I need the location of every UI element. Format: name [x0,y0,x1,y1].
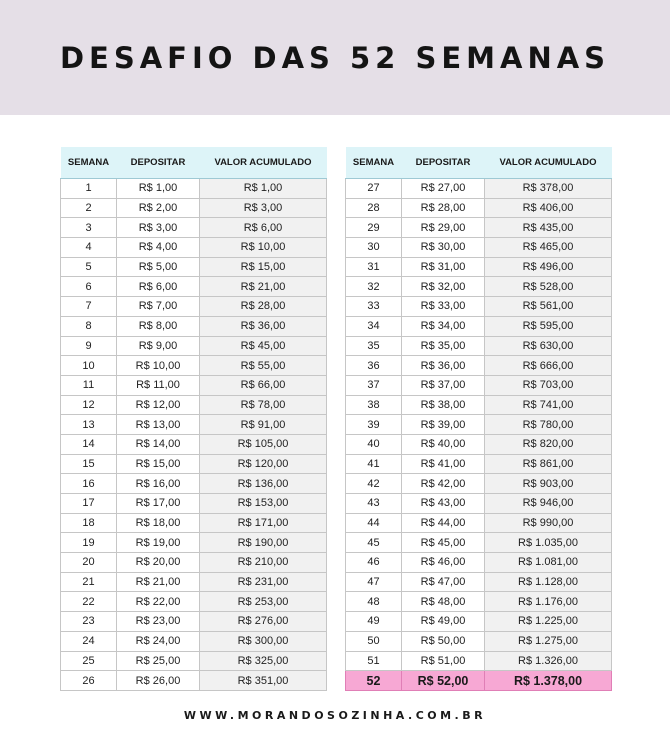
week-number-cell: 52 [346,671,402,691]
deposit-cell: R$ 31,00 [402,257,485,277]
table-row [346,198,612,218]
week-number-cell: 24 [61,631,117,651]
accumulated-cell: R$ 903,00 [485,474,612,494]
table-row [61,198,327,218]
week-number-cell: 15 [61,454,117,474]
deposit-cell: R$ 16,00 [117,474,200,494]
table-row [346,474,612,494]
deposit-cell: R$ 38,00 [402,395,485,415]
deposit-cell: R$ 23,00 [117,612,200,632]
deposit-cell: R$ 33,00 [402,297,485,317]
week-number-cell: 38 [346,395,402,415]
table-row [61,336,327,356]
table-row [61,316,327,336]
deposit-cell: R$ 44,00 [402,513,485,533]
deposit-cell: R$ 51,00 [402,651,485,671]
week-number-cell: 27 [346,179,402,199]
weeks-table-27-52 [345,147,612,691]
deposit-cell: R$ 30,00 [402,238,485,258]
accumulated-cell: R$ 66,00 [200,375,327,395]
deposit-cell: R$ 8,00 [117,316,200,336]
table-row [346,179,612,199]
accumulated-cell: R$ 1.275,00 [485,631,612,651]
table-row [346,631,612,651]
week-number-cell: 10 [61,356,117,376]
accumulated-cell: R$ 6,00 [200,218,327,238]
table-row [346,297,612,317]
weeks-table-1-26 [60,147,327,691]
deposit-cell: R$ 52,00 [402,671,485,691]
accumulated-cell: R$ 1.035,00 [485,533,612,553]
week-number-cell: 20 [61,553,117,573]
deposit-cell: R$ 35,00 [402,336,485,356]
deposit-cell: R$ 11,00 [117,375,200,395]
accumulated-cell: R$ 253,00 [200,592,327,612]
table-row [61,277,327,297]
table-row [346,356,612,376]
deposit-cell: R$ 28,00 [402,198,485,218]
week-number-cell: 33 [346,297,402,317]
accumulated-cell: R$ 171,00 [200,513,327,533]
accumulated-cell: R$ 1.225,00 [485,612,612,632]
table-row [61,553,327,573]
table-row [346,218,612,238]
accumulated-cell: R$ 15,00 [200,257,327,277]
week-number-cell: 29 [346,218,402,238]
week-number-cell: 42 [346,474,402,494]
table-row [61,533,327,553]
table-row [61,434,327,454]
deposit-cell: R$ 26,00 [117,671,200,691]
week-number-cell: 48 [346,592,402,612]
table-row [346,336,612,356]
table-row [61,454,327,474]
header-semana: SEMANA [346,147,402,179]
header-row [61,147,327,179]
accumulated-cell: R$ 820,00 [485,434,612,454]
accumulated-cell: R$ 36,00 [200,316,327,336]
deposit-cell: R$ 7,00 [117,297,200,317]
week-number-cell: 39 [346,415,402,435]
deposit-cell: R$ 14,00 [117,434,200,454]
week-number-cell: 30 [346,238,402,258]
deposit-cell: R$ 4,00 [117,238,200,258]
deposit-cell: R$ 24,00 [117,631,200,651]
table-row [346,494,612,514]
deposit-cell: R$ 19,00 [117,533,200,553]
deposit-cell: R$ 25,00 [117,651,200,671]
week-number-cell: 11 [61,375,117,395]
accumulated-cell: R$ 435,00 [485,218,612,238]
deposit-cell: R$ 37,00 [402,375,485,395]
week-number-cell: 50 [346,631,402,651]
accumulated-cell: R$ 10,00 [200,238,327,258]
accumulated-cell: R$ 28,00 [200,297,327,317]
website-footer: WWW.MORANDOSOZINHA.COM.BR [183,709,487,722]
deposit-cell: R$ 49,00 [402,612,485,632]
table-row [61,415,327,435]
table-row [346,434,612,454]
title-banner [0,0,670,115]
table-row [346,553,612,573]
deposit-cell: R$ 9,00 [117,336,200,356]
accumulated-cell: R$ 231,00 [200,572,327,592]
week-number-cell: 1 [61,179,117,199]
header-valor-acumulado: VALOR ACUMULADO [200,147,327,179]
week-number-cell: 6 [61,277,117,297]
accumulated-cell: R$ 55,00 [200,356,327,376]
header-row [346,147,612,179]
accumulated-cell: R$ 276,00 [200,612,327,632]
table-row [346,257,612,277]
table-row [61,612,327,632]
deposit-cell: R$ 34,00 [402,316,485,336]
week-number-cell: 5 [61,257,117,277]
table-row [61,297,327,317]
week-number-cell: 45 [346,533,402,553]
table-row [61,592,327,612]
accumulated-cell: R$ 946,00 [485,494,612,514]
accumulated-cell: R$ 325,00 [200,651,327,671]
deposit-cell: R$ 43,00 [402,494,485,514]
week-number-cell: 51 [346,651,402,671]
week-number-cell: 25 [61,651,117,671]
week-number-cell: 36 [346,356,402,376]
deposit-cell: R$ 45,00 [402,533,485,553]
deposit-cell: R$ 41,00 [402,454,485,474]
table-row [61,238,327,258]
table-row [61,356,327,376]
table-row [346,316,612,336]
accumulated-cell: R$ 120,00 [200,454,327,474]
week-number-cell: 4 [61,238,117,258]
accumulated-cell: R$ 45,00 [200,336,327,356]
deposit-cell: R$ 3,00 [117,218,200,238]
accumulated-cell: R$ 1.378,00 [485,671,612,691]
accumulated-cell: R$ 190,00 [200,533,327,553]
header-valor-acumulado: VALOR ACUMULADO [485,147,612,179]
week-number-cell: 43 [346,494,402,514]
accumulated-cell: R$ 153,00 [200,494,327,514]
accumulated-cell: R$ 406,00 [485,198,612,218]
accumulated-cell: R$ 91,00 [200,415,327,435]
accumulated-cell: R$ 528,00 [485,277,612,297]
final-total-row [346,671,612,691]
deposit-cell: R$ 21,00 [117,572,200,592]
accumulated-cell: R$ 666,00 [485,356,612,376]
table-row [346,277,612,297]
week-number-cell: 3 [61,218,117,238]
page-title: DESAFIO DAS 52 SEMANAS [59,40,611,75]
accumulated-cell: R$ 703,00 [485,375,612,395]
week-number-cell: 7 [61,297,117,317]
accumulated-cell: R$ 780,00 [485,415,612,435]
header-depositar: DEPOSITAR [117,147,200,179]
week-number-cell: 19 [61,533,117,553]
table-row [61,671,327,691]
week-number-cell: 22 [61,592,117,612]
deposit-cell: R$ 32,00 [402,277,485,297]
week-number-cell: 28 [346,198,402,218]
deposit-cell: R$ 27,00 [402,179,485,199]
week-number-cell: 16 [61,474,117,494]
table-row [346,651,612,671]
week-number-cell: 31 [346,257,402,277]
week-number-cell: 14 [61,434,117,454]
accumulated-cell: R$ 300,00 [200,631,327,651]
table-row [346,415,612,435]
table-row [346,592,612,612]
table-row [61,494,327,514]
accumulated-cell: R$ 105,00 [200,434,327,454]
week-number-cell: 17 [61,494,117,514]
week-number-cell: 47 [346,572,402,592]
week-number-cell: 49 [346,612,402,632]
week-number-cell: 44 [346,513,402,533]
accumulated-cell: R$ 21,00 [200,277,327,297]
accumulated-cell: R$ 1.176,00 [485,592,612,612]
table-row [346,238,612,258]
accumulated-cell: R$ 378,00 [485,179,612,199]
table-row [346,395,612,415]
accumulated-cell: R$ 1,00 [200,179,327,199]
header-depositar: DEPOSITAR [402,147,485,179]
table-row [61,395,327,415]
deposit-cell: R$ 17,00 [117,494,200,514]
week-number-cell: 26 [61,671,117,691]
week-number-cell: 18 [61,513,117,533]
deposit-cell: R$ 2,00 [117,198,200,218]
table-row [346,612,612,632]
accumulated-cell: R$ 630,00 [485,336,612,356]
deposit-cell: R$ 15,00 [117,454,200,474]
deposit-cell: R$ 50,00 [402,631,485,651]
week-number-cell: 40 [346,434,402,454]
week-number-cell: 8 [61,316,117,336]
week-number-cell: 37 [346,375,402,395]
table-row [61,651,327,671]
deposit-cell: R$ 36,00 [402,356,485,376]
accumulated-cell: R$ 3,00 [200,198,327,218]
table-row [346,513,612,533]
accumulated-cell: R$ 1.326,00 [485,651,612,671]
accumulated-cell: R$ 465,00 [485,238,612,258]
deposit-cell: R$ 46,00 [402,553,485,573]
deposit-cell: R$ 29,00 [402,218,485,238]
table-row [61,631,327,651]
deposit-cell: R$ 20,00 [117,553,200,573]
deposit-cell: R$ 5,00 [117,257,200,277]
deposit-cell: R$ 10,00 [117,356,200,376]
table-row [61,218,327,238]
table-row [346,454,612,474]
accumulated-cell: R$ 136,00 [200,474,327,494]
deposit-cell: R$ 6,00 [117,277,200,297]
table-row [346,572,612,592]
accumulated-cell: R$ 561,00 [485,297,612,317]
deposit-cell: R$ 47,00 [402,572,485,592]
accumulated-cell: R$ 78,00 [200,395,327,415]
deposit-cell: R$ 48,00 [402,592,485,612]
accumulated-cell: R$ 351,00 [200,671,327,691]
table-row [346,533,612,553]
accumulated-cell: R$ 861,00 [485,454,612,474]
table-row [61,513,327,533]
accumulated-cell: R$ 1.081,00 [485,553,612,573]
table-row [61,572,327,592]
week-number-cell: 41 [346,454,402,474]
deposit-cell: R$ 13,00 [117,415,200,435]
deposit-cell: R$ 12,00 [117,395,200,415]
week-number-cell: 9 [61,336,117,356]
week-number-cell: 2 [61,198,117,218]
week-number-cell: 13 [61,415,117,435]
week-number-cell: 12 [61,395,117,415]
accumulated-cell: R$ 990,00 [485,513,612,533]
deposit-cell: R$ 1,00 [117,179,200,199]
deposit-cell: R$ 40,00 [402,434,485,454]
week-number-cell: 32 [346,277,402,297]
week-number-cell: 21 [61,572,117,592]
accumulated-cell: R$ 741,00 [485,395,612,415]
header-semana: SEMANA [61,147,117,179]
table-row [61,257,327,277]
table-row [346,375,612,395]
week-number-cell: 34 [346,316,402,336]
accumulated-cell: R$ 1.128,00 [485,572,612,592]
week-number-cell: 46 [346,553,402,573]
accumulated-cell: R$ 210,00 [200,553,327,573]
deposit-cell: R$ 18,00 [117,513,200,533]
week-number-cell: 23 [61,612,117,632]
table-row [61,474,327,494]
deposit-cell: R$ 42,00 [402,474,485,494]
accumulated-cell: R$ 595,00 [485,316,612,336]
week-number-cell: 35 [346,336,402,356]
deposit-cell: R$ 39,00 [402,415,485,435]
table-row [61,375,327,395]
accumulated-cell: R$ 496,00 [485,257,612,277]
table-row [61,179,327,199]
deposit-cell: R$ 22,00 [117,592,200,612]
